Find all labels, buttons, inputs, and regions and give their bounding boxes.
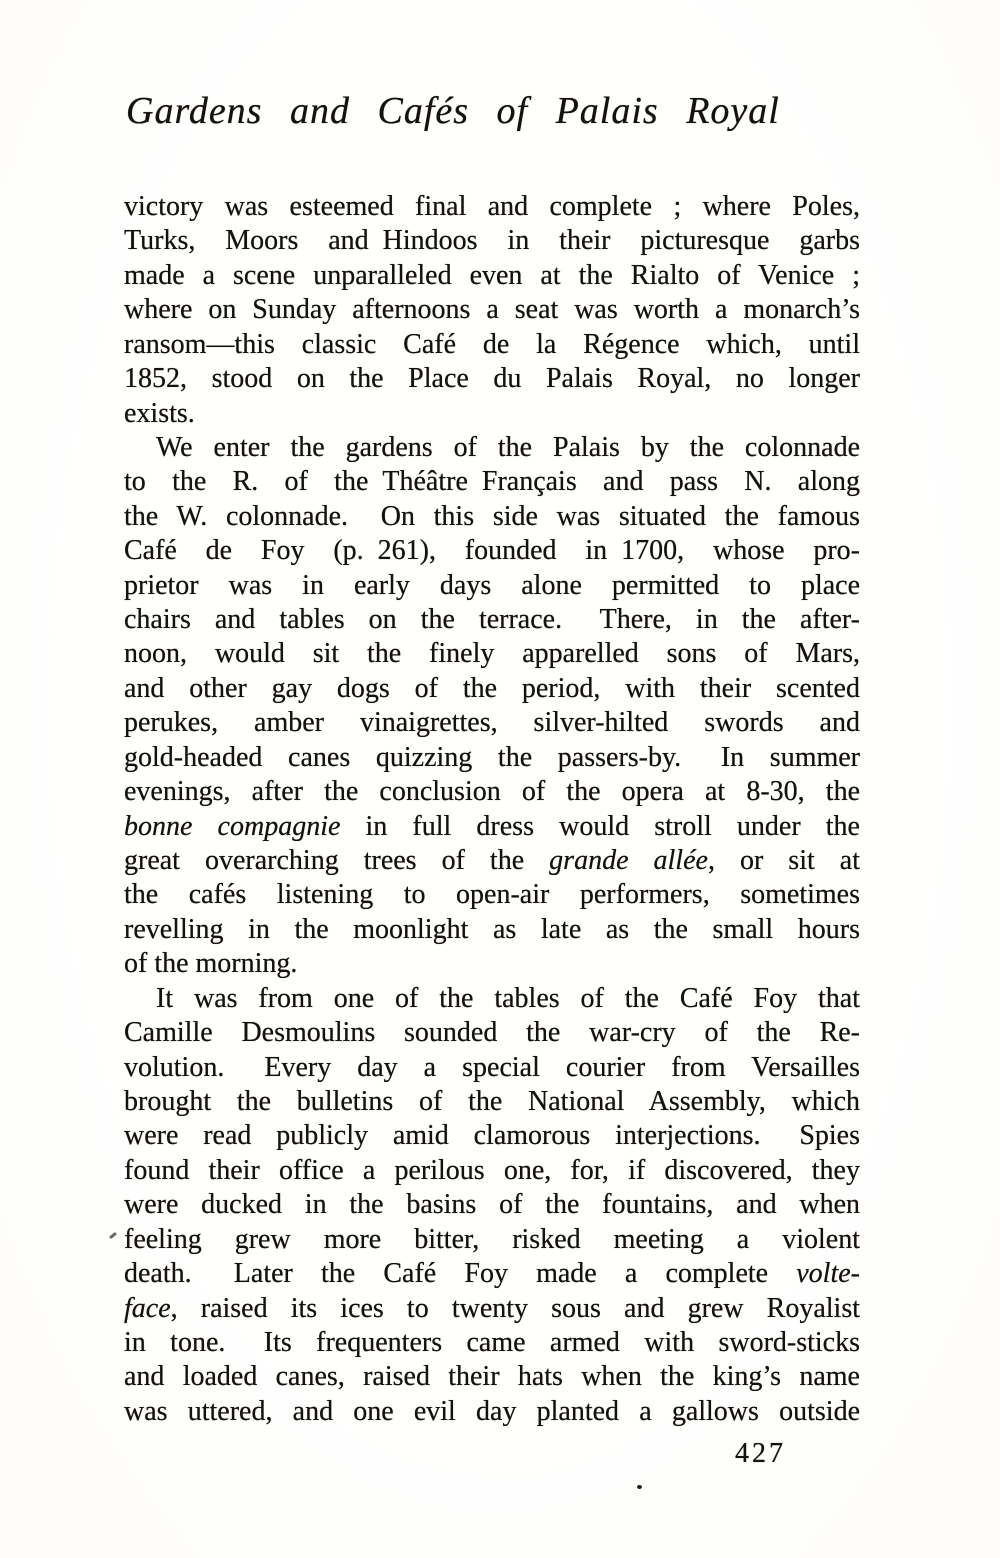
- text-segment: 1852, stood on the Place du Palais Royal, no longer: [124, 363, 860, 395]
- text-line: [124, 982, 860, 1016]
- text-line: [124, 637, 860, 671]
- text-line: [124, 913, 860, 947]
- text-segment: noon, would sit the finely apparelled sons of Mars,: [124, 638, 860, 670]
- text-line: [124, 947, 860, 981]
- text-line: [124, 672, 860, 706]
- text-segment: made a scene unparalleled even at the Rialto of Venice ;: [124, 259, 860, 291]
- text-line: [124, 1119, 860, 1153]
- text-segment: Camille Desmoulins sounded the war-cry of the Re-: [124, 1017, 860, 1049]
- text-segment: perukes, amber vinaigrettes, silver-hilted swords and: [124, 707, 860, 739]
- text-line: [124, 534, 860, 568]
- text-line: [124, 1085, 860, 1119]
- text-segment: Café de Foy (p. 261), founded in 1700, whose pro-: [124, 535, 860, 567]
- text-line: [124, 259, 860, 293]
- text-segment: death. Later the Café Foy made a complete: [124, 1258, 797, 1290]
- text-segment: volution. Every day a special courier from Versailles: [124, 1051, 860, 1083]
- text-line: [124, 1016, 860, 1050]
- text-line: [124, 500, 860, 534]
- italic-text-segment: bonne compagnie: [124, 810, 341, 842]
- text-line: [124, 465, 860, 499]
- text-line: [124, 775, 860, 809]
- text-line: [124, 1395, 860, 1429]
- text-segment: chairs and tables on the terrace. There, in the after-: [124, 604, 860, 636]
- page-number: 427: [735, 1438, 786, 1469]
- text-segment: where on Sunday afternoons a seat was worth a monarch’s: [124, 294, 860, 326]
- text-segment: the cafés listening to open-air performers, sometimes: [124, 879, 860, 911]
- text-segment: evenings, after the conclusion of the opera at 8-30, the: [124, 776, 860, 808]
- text-line: [124, 1051, 860, 1085]
- text-line: [124, 224, 860, 258]
- text-segment: were read publicly amid clamorous interjections. Spies: [124, 1120, 860, 1152]
- text-line: [124, 1257, 860, 1291]
- text-segment: feeling grew more bitter, risked meeting a violent: [124, 1223, 860, 1255]
- text-segment: ransom—this classic Café de la Régence which, until: [124, 328, 860, 360]
- italic-text-segment: grande allée: [549, 845, 708, 877]
- text-segment: Turks, Moors and Hindoos in their picturesque garbs: [124, 225, 860, 257]
- text-line: [124, 603, 860, 637]
- text-block: [124, 190, 860, 1429]
- text-segment: prietor was in early days alone permitted to place: [124, 569, 860, 601]
- text-line: [124, 741, 860, 775]
- page-title: Gardens and Cafés of Palais Royal: [126, 90, 780, 132]
- text-segment: gold-headed canes quizzing the passers-by. In summer: [124, 741, 860, 773]
- text-line: [124, 1360, 860, 1394]
- text-segment: , or sit at: [707, 845, 860, 877]
- text-line: [124, 431, 860, 465]
- text-line: [124, 878, 860, 912]
- text-segment: It was from one of the tables of the Café Foy that: [156, 982, 860, 1014]
- text-segment: in full dress would stroll under the: [340, 810, 860, 842]
- text-segment: to the R. of the Théâtre Français and pass N. along: [124, 466, 860, 498]
- text-segment: great overarching trees of the: [124, 845, 550, 877]
- text-line: [124, 1292, 860, 1326]
- text-line: [124, 1223, 860, 1257]
- text-segment: revelling in the moonlight as late as the small hours: [124, 913, 860, 945]
- text-line: [124, 293, 860, 327]
- text-line: [124, 1188, 860, 1222]
- text-line: [124, 362, 860, 396]
- text-line: [124, 1154, 860, 1188]
- text-segment: We enter the gardens of the Palais by the colonnade: [156, 431, 860, 463]
- text-line: [124, 1326, 860, 1360]
- text-segment: of the morning.: [124, 948, 298, 980]
- text-line: [124, 397, 860, 431]
- text-segment: were ducked in the basins of the fountains, and when: [124, 1189, 860, 1221]
- text-segment: and loaded canes, raised their hats when the king’s name: [124, 1361, 860, 1393]
- text-segment: exists.: [124, 397, 195, 429]
- text-line: [124, 328, 860, 362]
- text-segment: was uttered, and one evil day planted a gallows outside: [124, 1395, 860, 1427]
- text-segment: found their office a perilous one, for, if discovered, they: [124, 1154, 860, 1186]
- text-line: [124, 190, 860, 224]
- text-segment: victory was esteemed final and complete ; where Poles,: [124, 191, 860, 222]
- text-segment: in tone. Its frequenters came armed with sword-sticks: [124, 1326, 860, 1358]
- ink-dot-artifact: [637, 1485, 642, 1489]
- text-segment: , raised its ices to twenty sous and grew Royalist: [170, 1292, 860, 1324]
- text-line: [124, 706, 860, 740]
- text-line: [124, 844, 860, 878]
- text-segment: the W. colonnade. On this side was situated the famous: [124, 500, 860, 532]
- text-line: [124, 810, 860, 844]
- text-line: [124, 569, 860, 603]
- italic-text-segment: volte-: [796, 1258, 860, 1290]
- text-segment: and other gay dogs of the period, with their scented: [124, 672, 860, 704]
- italic-text-segment: face: [124, 1292, 171, 1324]
- text-segment: brought the bulletins of the National Assembly, which: [124, 1085, 860, 1117]
- margin-mark-artifact: [109, 1232, 117, 1239]
